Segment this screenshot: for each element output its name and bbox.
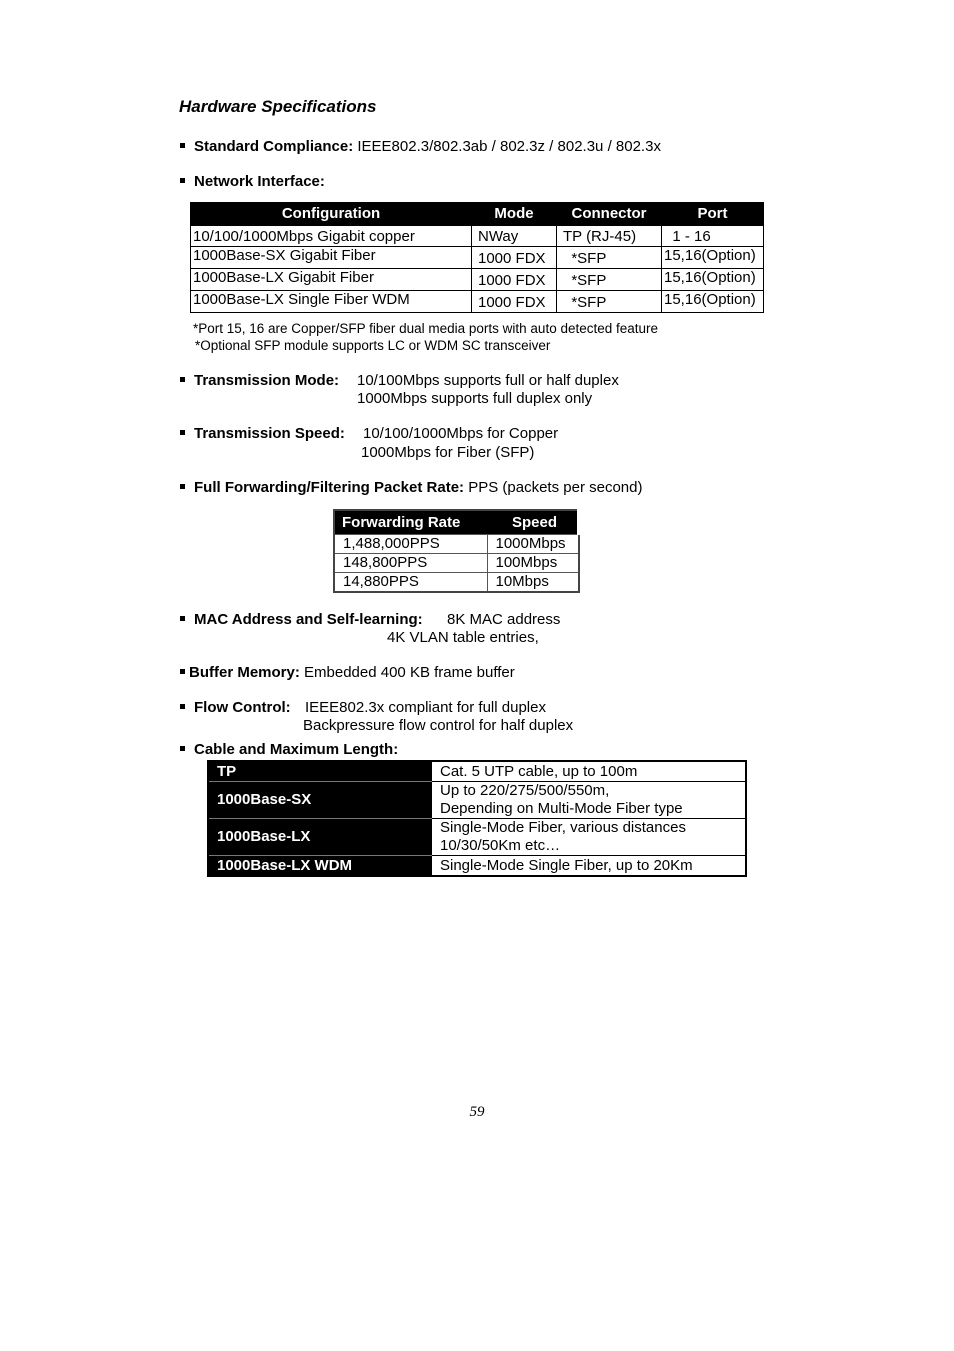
cable-type: TP bbox=[208, 761, 432, 782]
table-header-cell: Port bbox=[662, 203, 764, 226]
mac-address bbox=[180, 611, 423, 629]
table-cell: 10Mbps bbox=[487, 573, 579, 593]
table-cell: 1000 FDX bbox=[472, 269, 557, 291]
transmission-mode-line2: 1000Mbps supports full duplex only bbox=[357, 390, 593, 407]
transmission-speed-line2: 1000Mbps for Fiber (SFP) bbox=[361, 444, 535, 461]
transmission-speed-line1: 10/100/1000Mbps for Copper bbox=[363, 425, 559, 442]
table-header-row bbox=[334, 510, 579, 535]
table-cell: TP (RJ-45) bbox=[557, 226, 662, 247]
table-row bbox=[208, 761, 746, 782]
table-cell: 1000Base-LX Single Fiber WDM bbox=[191, 291, 472, 313]
buffer-memory bbox=[180, 664, 515, 682]
table-cell: 15,16(Option) bbox=[662, 269, 764, 291]
mac-line1: 8K MAC address bbox=[447, 611, 561, 628]
table-row bbox=[208, 819, 746, 856]
cable-spec-line: Depending on Multi-Mode Fiber type bbox=[440, 800, 683, 817]
bullet-icon bbox=[180, 746, 185, 751]
cable-spec bbox=[432, 819, 747, 856]
transmission-speed-label: Transmission Speed: bbox=[194, 425, 345, 442]
table-cell: 1000Base-SX Gigabit Fiber bbox=[191, 247, 472, 269]
table-header-row bbox=[191, 203, 764, 226]
table-row bbox=[191, 247, 764, 269]
bullet-icon bbox=[180, 616, 185, 621]
table-cell: 1000Mbps bbox=[487, 535, 579, 554]
transmission-mode bbox=[180, 372, 339, 390]
cable-spec: Cat. 5 UTP cable, up to 100m bbox=[432, 761, 747, 782]
standard-label: Standard Compliance: bbox=[194, 138, 354, 155]
table-row bbox=[334, 554, 579, 573]
cable-spec-line: Up to 220/275/500/550m, bbox=[440, 782, 610, 799]
table-cell: 1000 FDX bbox=[472, 291, 557, 313]
buffer-label: Buffer Memory: bbox=[189, 664, 300, 681]
network-interface-table bbox=[190, 202, 764, 313]
bullet-icon bbox=[180, 704, 185, 709]
table-cell: 15,16(Option) bbox=[662, 291, 764, 313]
page-heading: Hardware Specifications bbox=[179, 97, 377, 116]
bullet-icon bbox=[180, 430, 185, 435]
table-cell: 1,488,000PPS bbox=[334, 535, 487, 554]
table-row bbox=[191, 226, 764, 247]
bullet-icon bbox=[180, 143, 185, 148]
table-header-cell: Configuration bbox=[191, 203, 472, 226]
table-row bbox=[191, 291, 764, 313]
network-note-1: *Port 15, 16 are Copper/SFP fiber dual media ports with auto detected feature bbox=[193, 321, 659, 336]
transmission-mode-label: Transmission Mode: bbox=[194, 372, 340, 389]
bullet-icon bbox=[180, 178, 185, 183]
cable-type: 1000Base-LX WDM bbox=[208, 856, 432, 877]
table-cell: *SFP bbox=[557, 247, 662, 269]
cable-spec-line: Single-Mode Fiber, various distances bbox=[440, 819, 686, 836]
page-number: 59 bbox=[469, 1104, 485, 1120]
table-header-cell: Forwarding Rate bbox=[334, 510, 487, 535]
table-row bbox=[208, 782, 746, 819]
forwarding-rate bbox=[180, 479, 642, 497]
forwarding-table bbox=[333, 509, 580, 593]
table-cell: *SFP bbox=[557, 291, 662, 313]
flow-label: Flow Control: bbox=[194, 699, 291, 716]
table-cell: 10/100/1000Mbps Gigabit copper bbox=[191, 226, 472, 247]
network-note-2: *Optional SFP module supports LC or WDM SC transceiver bbox=[195, 338, 551, 353]
cable-type: 1000Base-SX bbox=[208, 782, 432, 819]
bullet-icon bbox=[180, 484, 185, 489]
table-header-cell: Connector bbox=[557, 203, 662, 226]
table-cell: 15,16(Option) bbox=[662, 247, 764, 269]
flow-control bbox=[180, 699, 291, 717]
table-cell: 1000Base-LX Gigabit Fiber bbox=[191, 269, 472, 291]
bullet-icon bbox=[180, 669, 185, 674]
table-cell: 100Mbps bbox=[487, 554, 579, 573]
table-cell: 1 - 16 bbox=[662, 226, 764, 247]
transmission-speed bbox=[180, 425, 345, 443]
network-interface-label: Network Interface: bbox=[180, 173, 325, 191]
cable-spec-line: 10/30/50Km etc… bbox=[440, 837, 561, 854]
table-cell: 148,800PPS bbox=[334, 554, 487, 573]
table-cell: 1000 FDX bbox=[472, 247, 557, 269]
cable-table bbox=[207, 760, 747, 877]
cable-type: 1000Base-LX bbox=[208, 819, 432, 856]
forwarding-value: PPS (packets per second) bbox=[464, 479, 643, 496]
cable-spec bbox=[432, 782, 747, 819]
flow-line1: IEEE802.3x compliant for full duplex bbox=[305, 699, 546, 716]
table-row bbox=[334, 535, 579, 554]
mac-label: MAC Address and Self-learning: bbox=[194, 611, 423, 628]
flow-line2: Backpressure flow control for half duplex bbox=[303, 717, 574, 734]
table-header-cell: Mode bbox=[472, 203, 557, 226]
cable-label: Cable and Maximum Length: bbox=[194, 741, 399, 758]
standard-value: IEEE802.3/802.3ab / 802.3z / 802.3u / 802.3x bbox=[353, 138, 661, 155]
forwarding-label: Full Forwarding/Filtering Packet Rate: bbox=[194, 479, 465, 496]
bullet-icon bbox=[180, 377, 185, 382]
buffer-value: Embedded 400 KB frame buffer bbox=[299, 664, 515, 681]
mac-line2: 4K VLAN table entries, bbox=[387, 629, 539, 646]
table-cell: *SFP bbox=[557, 269, 662, 291]
table-cell: NWay bbox=[472, 226, 557, 247]
cable-length bbox=[180, 741, 398, 759]
table-row bbox=[334, 573, 579, 593]
transmission-mode-line1: 10/100Mbps supports full or half duplex bbox=[357, 372, 619, 389]
table-row bbox=[208, 856, 746, 877]
table-header-cell: Speed bbox=[487, 510, 579, 535]
table-row bbox=[191, 269, 764, 291]
table-cell: 14,880PPS bbox=[334, 573, 487, 593]
standard-compliance bbox=[180, 138, 661, 156]
cable-spec: Single-Mode Single Fiber, up to 20Km bbox=[432, 856, 747, 877]
